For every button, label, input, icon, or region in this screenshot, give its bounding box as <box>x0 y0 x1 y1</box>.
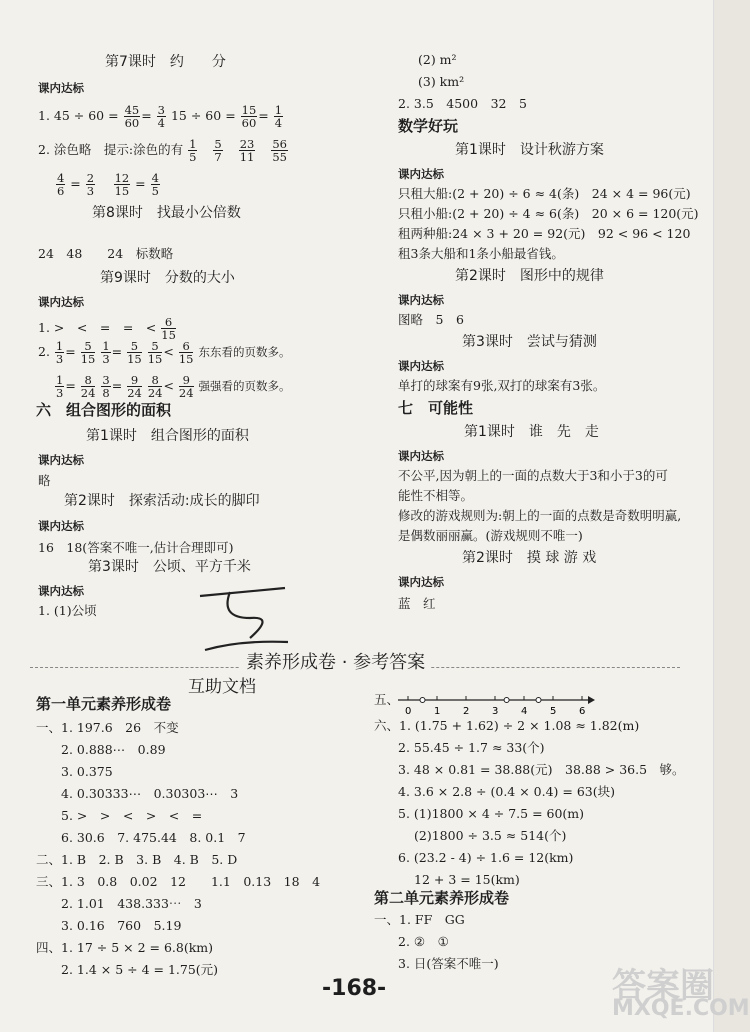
unit1-a8: 三、1. 3 0.8 0.02 12 1.1 0.13 18 4 <box>36 874 321 889</box>
lesson9-q1: 1. > < = = < $\frac{6}{15}$ <box>38 315 176 342</box>
section7-lesson2-title: 第2课时 摸 球 游 戏 <box>462 550 597 566</box>
unit1-a2: 2. 0.888⋯ 0.89 <box>61 742 166 757</box>
number-line-label: 3 <box>492 706 499 717</box>
unit2-b9: 一、1. FF GG <box>374 912 465 927</box>
math-fun-title: 数学好玩 <box>398 117 459 135</box>
section7-lesson2-answer: 蓝 红 <box>398 596 436 611</box>
unit1-b2: 2. 55.45 ÷ 1.7 ≈ 33(个) <box>398 740 545 755</box>
unit1-b7: 6. (23.2 - 4) ÷ 1.6 = 12(km) <box>398 850 574 865</box>
fraction: $\frac{3}{8}$ <box>102 373 110 400</box>
number-line-label: 5 <box>550 706 557 717</box>
unit1-b8: 12 + 3 = 15(km) <box>414 872 520 887</box>
fraction: $\frac{5}{7}$ <box>214 137 222 164</box>
number-line-label: 6 <box>579 706 586 717</box>
lesson7-subtitle: 课内达标 <box>38 81 84 95</box>
fraction: $\frac{2}{3}$ <box>86 171 95 198</box>
fraction: $\frac{9}{24}$ <box>178 373 194 400</box>
number-line-point <box>504 698 509 703</box>
fraction: $\frac{1}{3}$ <box>102 339 110 366</box>
section6-lesson2-subtitle: 课内达标 <box>38 519 84 533</box>
number-line-point <box>536 698 541 703</box>
fraction: $\frac{5}{15}$ <box>127 339 142 366</box>
lesson9-subtitle: 课内达标 <box>38 295 84 309</box>
unit1-b1: 六、1. (1.75 + 1.62) ÷ 2 × 1.08 ≈ 1.82(m) <box>374 718 640 733</box>
fun-lesson1-a: 只租大船:(2 + 20) ÷ 6 ≈ 4(条) 24 × 4 = 96(元) <box>398 186 691 201</box>
unit1-b0: 五、 <box>374 692 400 707</box>
section7-lesson1-d: 是偶数丽丽赢。(游戏规则不唯一) <box>398 528 583 543</box>
fun-lesson2-title: 第2课时 图形中的规律 <box>455 268 604 284</box>
fraction: $\frac{45}{60}$ <box>124 103 140 130</box>
unit1-a9: 2. 1.01 438.333⋯ 3 <box>61 896 202 911</box>
fun-lesson1-b: 只租小船:(2 + 20) ÷ 4 ≈ 6(条) 20 × 6 = 120(元) <box>398 206 699 221</box>
fraction: $\frac{1}{3}$ <box>56 373 64 400</box>
fun-lesson1-subtitle: 课内达标 <box>398 167 444 181</box>
fun-lesson2-answer: 图略 5 6 <box>398 312 464 327</box>
fun-lesson3-title: 第3课时 尝试与猜测 <box>462 334 597 350</box>
lesson9-q2-line2: $\frac{1}{3}$ = $\frac{8}{24}$ $\frac{3}{8}$ = $\frac{9}{24}$ $\frac{8}{24}$ < $\frac{9}{24}$ 强强看的页数多。 <box>56 373 291 400</box>
fraction: $\frac{9}{24}$ <box>127 373 142 400</box>
unit1-a6: 6. 30.6 7. 475.44 8. 0.1 7 <box>61 830 246 845</box>
lesson9-title: 第9课时 分数的大小 <box>100 270 235 286</box>
fraction: $\frac{4}{6}$ <box>57 171 65 198</box>
fraction: $\frac{6}{15}$ <box>161 315 176 342</box>
fraction: $\frac{1}{4}$ <box>274 103 283 130</box>
lesson7-title: 第7课时 约 分 <box>105 54 226 70</box>
fraction: $\frac{4}{5}$ <box>151 171 159 198</box>
fraction: $\frac{1}{5}$ <box>189 137 197 164</box>
unit1-b3: 3. 48 × 0.81 = 38.88(元) 38.88 > 36.5 够。 <box>398 762 685 777</box>
fraction: $\frac{5}{15}$ <box>147 339 163 366</box>
r-m2: (2) m² <box>418 52 457 67</box>
section6-lesson3-title: 第3课时 公顷、平方千米 <box>88 559 251 575</box>
lesson9-q2-line1: 2. $\frac{1}{3}$ = $\frac{5}{15}$ $\frac{1}{3}$ = $\frac{5}{15}$ $\frac{5}{15}$ < $\frac{6}{15}$ 东东看的页数多。 <box>38 339 291 366</box>
fraction: $\frac{3}{4}$ <box>157 103 165 130</box>
fraction: $\frac{8}{24}$ <box>80 373 96 400</box>
section6-lesson2-title: 第2课时 探索活动:成长的脚印 <box>64 493 260 509</box>
unit1-b5: 5. (1)1800 × 4 ÷ 7.5 = 60(m) <box>398 806 585 821</box>
section6-lesson1-subtitle: 课内达标 <box>38 453 84 467</box>
r-km2: (3) km² <box>418 74 465 89</box>
section7-lesson1-a: 不公平,因为朝上的一面的点数大于3和小于3的可 <box>398 468 668 483</box>
lesson8-answer: 24 48 24 标数略 <box>38 246 174 261</box>
section6-lesson1-title: 第1课时 组合图形的面积 <box>86 428 249 444</box>
section6-title: 六 组合图形的面积 <box>36 401 172 419</box>
section7-lesson1-title: 第1课时 谁 先 走 <box>464 424 599 440</box>
fraction: $\frac{15}{60}$ <box>241 103 257 130</box>
lesson8-title: 第8课时 找最小公倍数 <box>92 205 241 221</box>
watermark-url: MXQE.COM <box>612 996 750 1021</box>
fraction: $\frac{56}{55}$ <box>272 137 287 164</box>
unit1-b6: (2)1800 ÷ 3.5 ≈ 514(个) <box>414 828 567 843</box>
unit1-a10: 3. 0.16 760 5.19 <box>61 918 182 933</box>
page-edge <box>713 0 750 1032</box>
fraction: $\frac{6}{15}$ <box>178 339 194 366</box>
watermark-logo: 答案圈 <box>612 966 714 1006</box>
fun-lesson1-c: 租两种船:24 × 3 + 20 = 92(元) 92 < 96 < 120 <box>398 226 691 241</box>
section6-lesson1-answer: 略 <box>38 473 51 488</box>
number-line-label: 2 <box>463 706 470 717</box>
lesson7-q2-equation: $\frac{4}{6}$ = $\frac{2}{3}$ $\frac{12}{15}$ = $\frac{4}{5}$ <box>57 171 159 198</box>
unit1-a7: 二、1. B 2. B 3. B 4. B 5. D <box>36 852 238 867</box>
unit2-b10: 2. ② ① <box>398 934 449 949</box>
unit1-title: 第一单元素养形成卷 <box>36 695 172 713</box>
unit1-a12: 2. 1.4 × 5 ÷ 4 = 1.75(元) <box>61 962 219 977</box>
fraction: $\frac{8}{24}$ <box>147 373 163 400</box>
number-line-point <box>420 698 425 703</box>
fun-lesson3-subtitle: 课内达标 <box>398 359 444 373</box>
lesson7-q1: 1. 45 ÷ 60 = $\frac{45}{60}$ = $\frac{3}{4}$ 15 ÷ 60 = $\frac{15}{60}$ = $\frac{1}{4}$ <box>38 103 283 130</box>
fun-lesson1-title: 第1课时 设计秋游方案 <box>455 142 604 158</box>
fun-lesson1-d: 租3条大船和1条小船最省钱。 <box>398 246 564 261</box>
unit1-a1: 一、1. 197.6 26 不变 <box>36 720 179 735</box>
answers-banner: 素养形成卷 · 参考答案 <box>240 648 431 674</box>
section7-lesson1-subtitle: 课内达标 <box>398 449 444 463</box>
fraction: $\frac{5}{15}$ <box>80 339 96 366</box>
unit1-a3: 3. 0.375 <box>61 764 113 779</box>
section6-lesson3-answer: 1. (1)公顷 <box>38 603 97 618</box>
fraction: $\frac{23}{11}$ <box>239 137 255 164</box>
section6-lesson3-subtitle: 课内达标 <box>38 584 84 598</box>
number-line-label: 0 <box>405 706 412 717</box>
unit1-a4: 4. 0.30333⋯ 0.30303⋯ 3 <box>61 786 239 801</box>
fraction: $\frac{1}{3}$ <box>55 339 64 366</box>
fun-lesson3-answer: 单打的球案有9张,双打的球案有3张。 <box>398 378 606 393</box>
unit1-a11: 四、1. 17 ÷ 5 × 2 = 6.8(km) <box>36 940 214 955</box>
r-q2: 2. 3.5 4500 32 5 <box>398 96 527 111</box>
page-number: -168- <box>322 976 387 1001</box>
unit2-b11: 3. 日(答案不唯一) <box>398 956 499 971</box>
number-line-label: 1 <box>434 706 441 717</box>
unit1-b4: 4. 3.6 × 2.8 ÷ (0.4 × 0.4) = 63(块) <box>398 784 616 799</box>
unit2-title: 第二单元素养形成卷 <box>374 889 510 907</box>
section6-lesson2-answer: 16 18(答案不唯一,估计合理即可) <box>38 540 234 555</box>
unit1-a5: 5. > > < > < = <box>61 808 203 823</box>
handwriting-text: 互助文档 <box>188 677 256 697</box>
number-line-label: 4 <box>521 706 528 717</box>
fun-lesson2-subtitle: 课内达标 <box>398 293 444 307</box>
section7-lesson1-b: 能性不相等。 <box>398 488 474 503</box>
fraction: $\frac{12}{15}$ <box>114 171 130 198</box>
section7-lesson1-c: 修改的游戏规则为:朝上的一面的点数是奇数明明赢, <box>398 508 682 523</box>
lesson7-q2: 2. 涂色略 提示:涂色的有 $\frac{1}{5}$ $\frac{5}{7}$ $\frac{23}{11}$ $\frac{56}{55}$ <box>38 137 287 164</box>
section7-title: 七 可能性 <box>398 399 474 417</box>
section7-lesson2-subtitle: 课内达标 <box>398 575 444 589</box>
